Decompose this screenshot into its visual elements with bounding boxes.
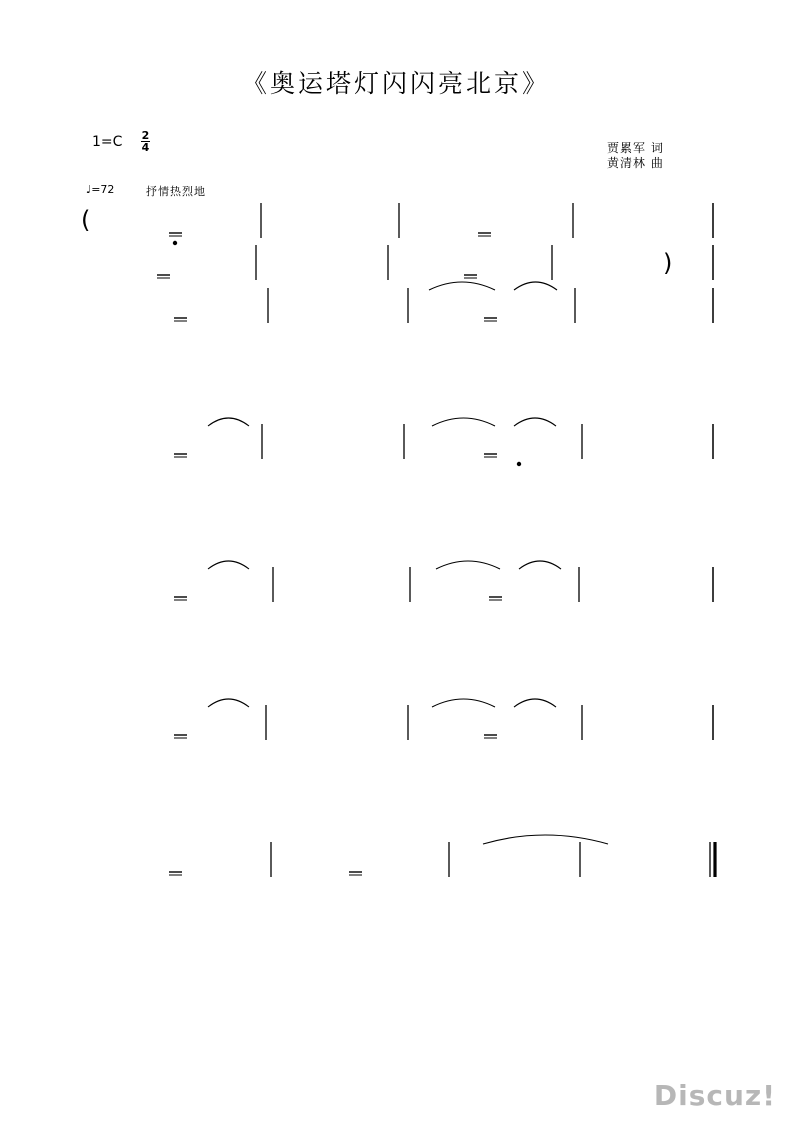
slur	[519, 561, 561, 569]
slur	[432, 418, 495, 426]
slur	[514, 699, 556, 707]
repeat-close-paren: )	[663, 249, 673, 277]
repeat-open-paren: (	[81, 206, 91, 234]
slur	[514, 282, 557, 290]
slur	[208, 418, 249, 426]
lyricist-credit: 贾累军 词	[607, 141, 664, 155]
composer-credit: 黄清林 曲	[607, 156, 664, 170]
slur	[208, 561, 249, 569]
time-signature-top: 2	[141, 129, 150, 142]
slur	[514, 418, 556, 426]
time-signature-bottom: 4	[141, 141, 150, 154]
low-octave-dot	[173, 241, 177, 245]
watermark-logo: Discuz!	[653, 1079, 776, 1112]
expression-marking: 抒情热烈地	[146, 185, 206, 198]
slur	[429, 282, 495, 290]
tempo-marking: ♩=72	[86, 183, 115, 196]
slur	[436, 561, 500, 569]
tie	[483, 835, 608, 844]
low-octave-dot	[517, 462, 521, 466]
key-signature: 1=C	[92, 134, 123, 150]
song-title: 《奥运塔灯闪闪亮北京》	[241, 69, 550, 98]
slur	[432, 699, 495, 707]
slur	[208, 699, 249, 707]
